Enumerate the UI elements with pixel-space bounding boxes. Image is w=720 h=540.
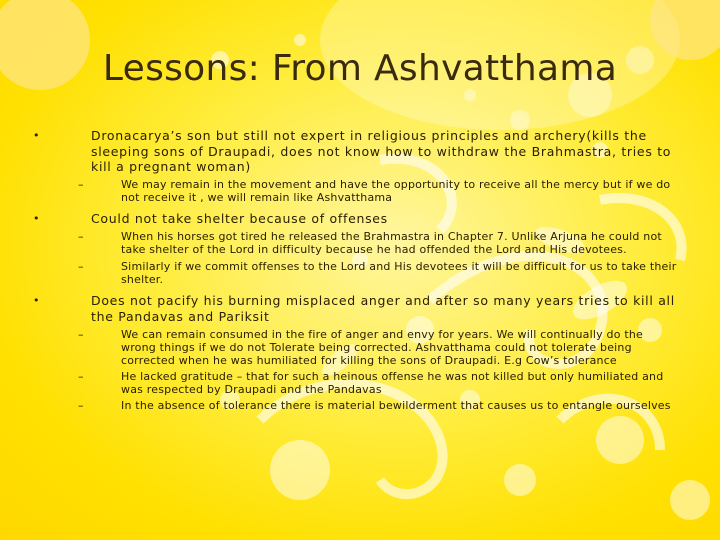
sub-bullet-item: [30, 399, 680, 412]
dash-icon: –: [78, 370, 84, 383]
sub-bullet-text: When his horses got tired he released the Brahmastra in Chapter 7. Unlike Arjuna he could not take shelter of the Lord in difficulty because he had offended the Lord and His devotees.: [121, 230, 662, 256]
dash-icon: –: [78, 260, 84, 273]
bullet-item: [30, 128, 680, 175]
bullet-icon: •: [33, 129, 41, 142]
bullet-list: [30, 128, 680, 412]
sub-bullet-item: [30, 328, 680, 367]
dash-icon: –: [78, 230, 84, 243]
sub-bullet-item: [30, 230, 680, 256]
sub-bullet-text: In the absence of tolerance there is material bewilderment that causes us to entangle ourselves: [121, 399, 671, 412]
dash-icon: –: [78, 177, 84, 191]
bullet-text: Dronacarya’s son but still not expert in religious principles and archery(kills the sleeping sons of Draupadi, does not know how to withdraw the Brahmastra, tries to kill a pregnant woman): [91, 128, 672, 174]
dash-icon: –: [78, 399, 84, 412]
slide-title: Lessons: From Ashvatthama: [102, 48, 618, 89]
sub-bullet-text: Similarly if we commit offenses to the Lord and His devotees it will be difficult for us to take their shelter.: [121, 260, 677, 286]
bullet-text: Does not pacify his burning misplaced anger and after so many years tries to kill all the Pandavas and Pariksit: [91, 293, 675, 324]
sub-bullet-item: [30, 370, 680, 396]
sub-bullet-text: He lacked gratitude – that for such a heinous offense he was not killed but only humiliated and was respected by Draupadi and the Pandavas: [121, 370, 664, 396]
bullet-icon: •: [33, 294, 41, 307]
bullet-item: [30, 211, 680, 227]
bullet-text: Could not take shelter because of offenses: [91, 210, 388, 226]
sub-bullet-text: We may remain in the movement and have the opportunity to receive all the mercy but if we do not receive it , we will remain like Ashvatthama: [121, 177, 671, 204]
sub-bullet-item: [30, 178, 680, 204]
sub-bullet-text: We can remain consumed in the fire of anger and envy for years. We will continually do the wrong things if we do not Tolerate being corrected. Ashvatthama could not tolerate being corrected when he was humiliated for killing the sons of Draupadi. E.g Cow’s tolerance: [121, 328, 643, 367]
sub-bullet-item: [30, 260, 680, 286]
bullet-icon: •: [33, 211, 41, 225]
bullet-item: [30, 293, 680, 324]
dash-icon: –: [78, 328, 84, 341]
